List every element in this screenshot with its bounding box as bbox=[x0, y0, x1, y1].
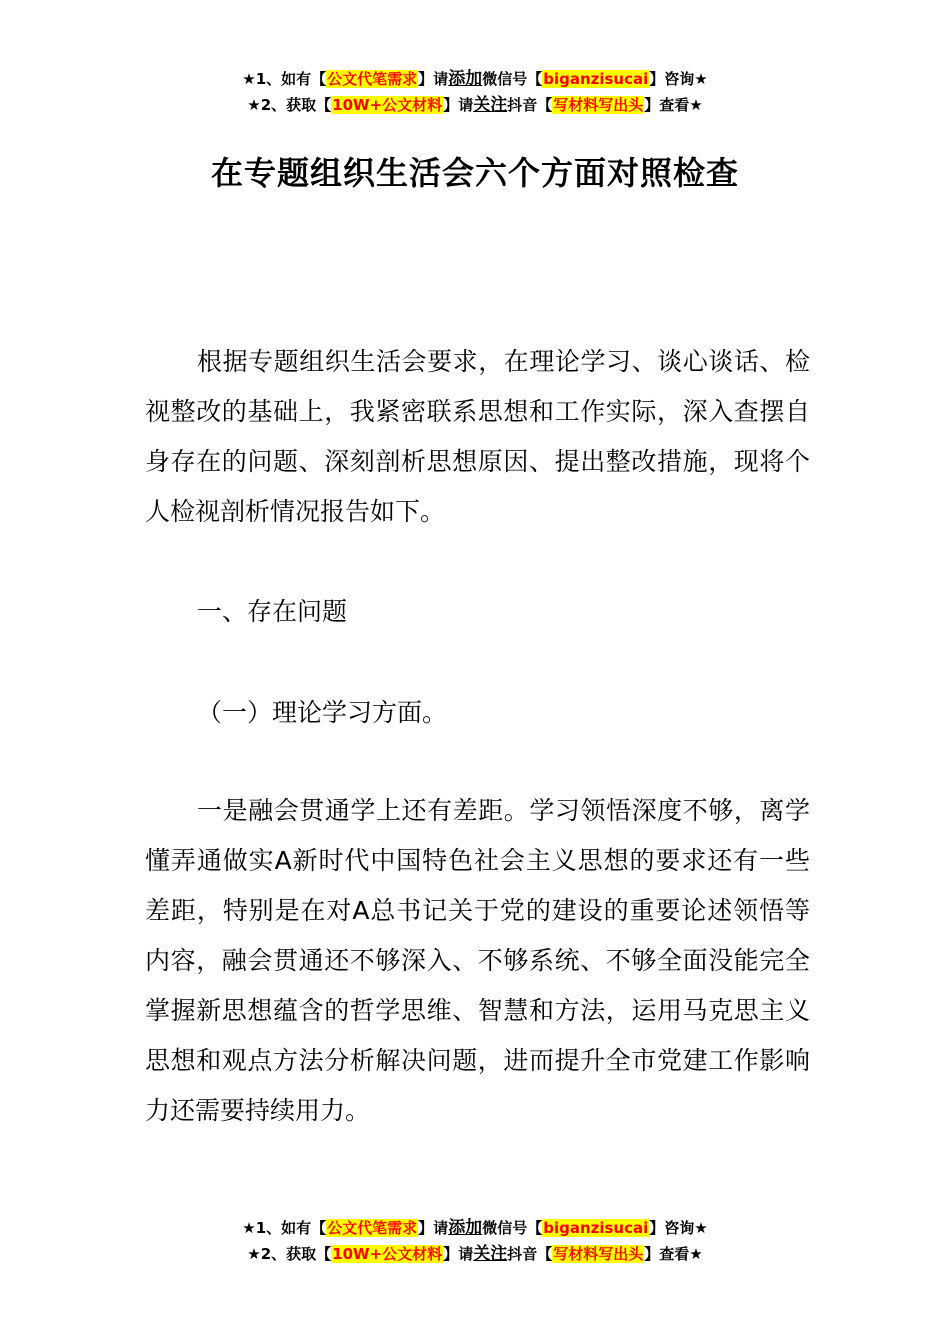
banner-text: ★2、获取【 bbox=[247, 1245, 332, 1263]
banner-line-2 bbox=[0, 92, 950, 118]
section-heading: 一、存在问题 bbox=[197, 597, 348, 626]
banner-highlight: 写材料写出头 bbox=[553, 96, 644, 114]
banner-text: 】咨询★ bbox=[649, 1219, 708, 1237]
subsection-heading: （一）理论学习方面。 bbox=[197, 698, 448, 727]
banner-line-1 bbox=[0, 66, 950, 92]
banner-text: 】查看★ bbox=[644, 96, 703, 114]
banner-emphasis: 添加 bbox=[448, 69, 483, 89]
banner-highlight: 10W+公文材料 bbox=[332, 96, 443, 114]
banner-text: 】请 bbox=[443, 1245, 474, 1263]
banner-line-1 bbox=[0, 1215, 950, 1241]
banner-text: ★2、获取【 bbox=[247, 96, 332, 114]
banner-text: 微信号【 bbox=[482, 1219, 543, 1237]
document-title: 在专题组织生活会六个方面对照检查 bbox=[210, 154, 739, 192]
banner-text: 】查看★ bbox=[644, 1245, 703, 1263]
banner-emphasis: 添加 bbox=[448, 1218, 483, 1238]
footer-banner bbox=[0, 1215, 950, 1267]
banner-highlight: 写材料写出头 bbox=[553, 1245, 644, 1263]
banner-text: 】咨询★ bbox=[649, 70, 708, 88]
banner-highlight: 10W+公文材料 bbox=[332, 1245, 443, 1263]
intro-paragraph: 根据专题组织生活会要求，在理论学习、谈心谈话、检视整改的基础上，我紧密联系思想和工作实际，深入查摆自身存在的问题、深刻剖析思想原因、提出整改措施，现将个人检视剖析情况报告如下。 bbox=[145, 347, 810, 526]
banner-highlight: 公文代笔需求 bbox=[327, 70, 418, 88]
header-banner bbox=[0, 66, 950, 118]
banner-highlight: biganzisucai bbox=[543, 1219, 649, 1237]
banner-text: 】请 bbox=[443, 96, 474, 114]
banner-emphasis: 关注 bbox=[473, 1244, 508, 1264]
banner-text: ★1、如有【 bbox=[242, 70, 327, 88]
body-paragraph: 一是融会贯通学上还有差距。学习领悟深度不够，离学懂弄通做实A新时代中国特色社会主义思想的要求还有一些差距，特别是在对A总书记关于党的建设的重要论述领悟等内容，融会贯通还不够深入、不够系统、不够全面没能完全掌握新思想蕴含的哲学思维、智慧和方法，运用马克思主义思想和观点方法分析解决问题，进而提升全市党建工作影响力还需要持续用力。 bbox=[145, 796, 810, 1125]
banner-line-2 bbox=[0, 1241, 950, 1267]
banner-highlight: biganzisucai bbox=[543, 70, 649, 88]
banner-text: 】请 bbox=[418, 70, 449, 88]
banner-text: 抖音【 bbox=[507, 1245, 553, 1263]
banner-highlight: 公文代笔需求 bbox=[327, 1219, 418, 1237]
banner-text: ★1、如有【 bbox=[242, 1219, 327, 1237]
banner-text: 抖音【 bbox=[507, 96, 553, 114]
banner-text: 】请 bbox=[418, 1219, 449, 1237]
banner-emphasis: 关注 bbox=[473, 95, 508, 115]
banner-text: 微信号【 bbox=[482, 70, 543, 88]
